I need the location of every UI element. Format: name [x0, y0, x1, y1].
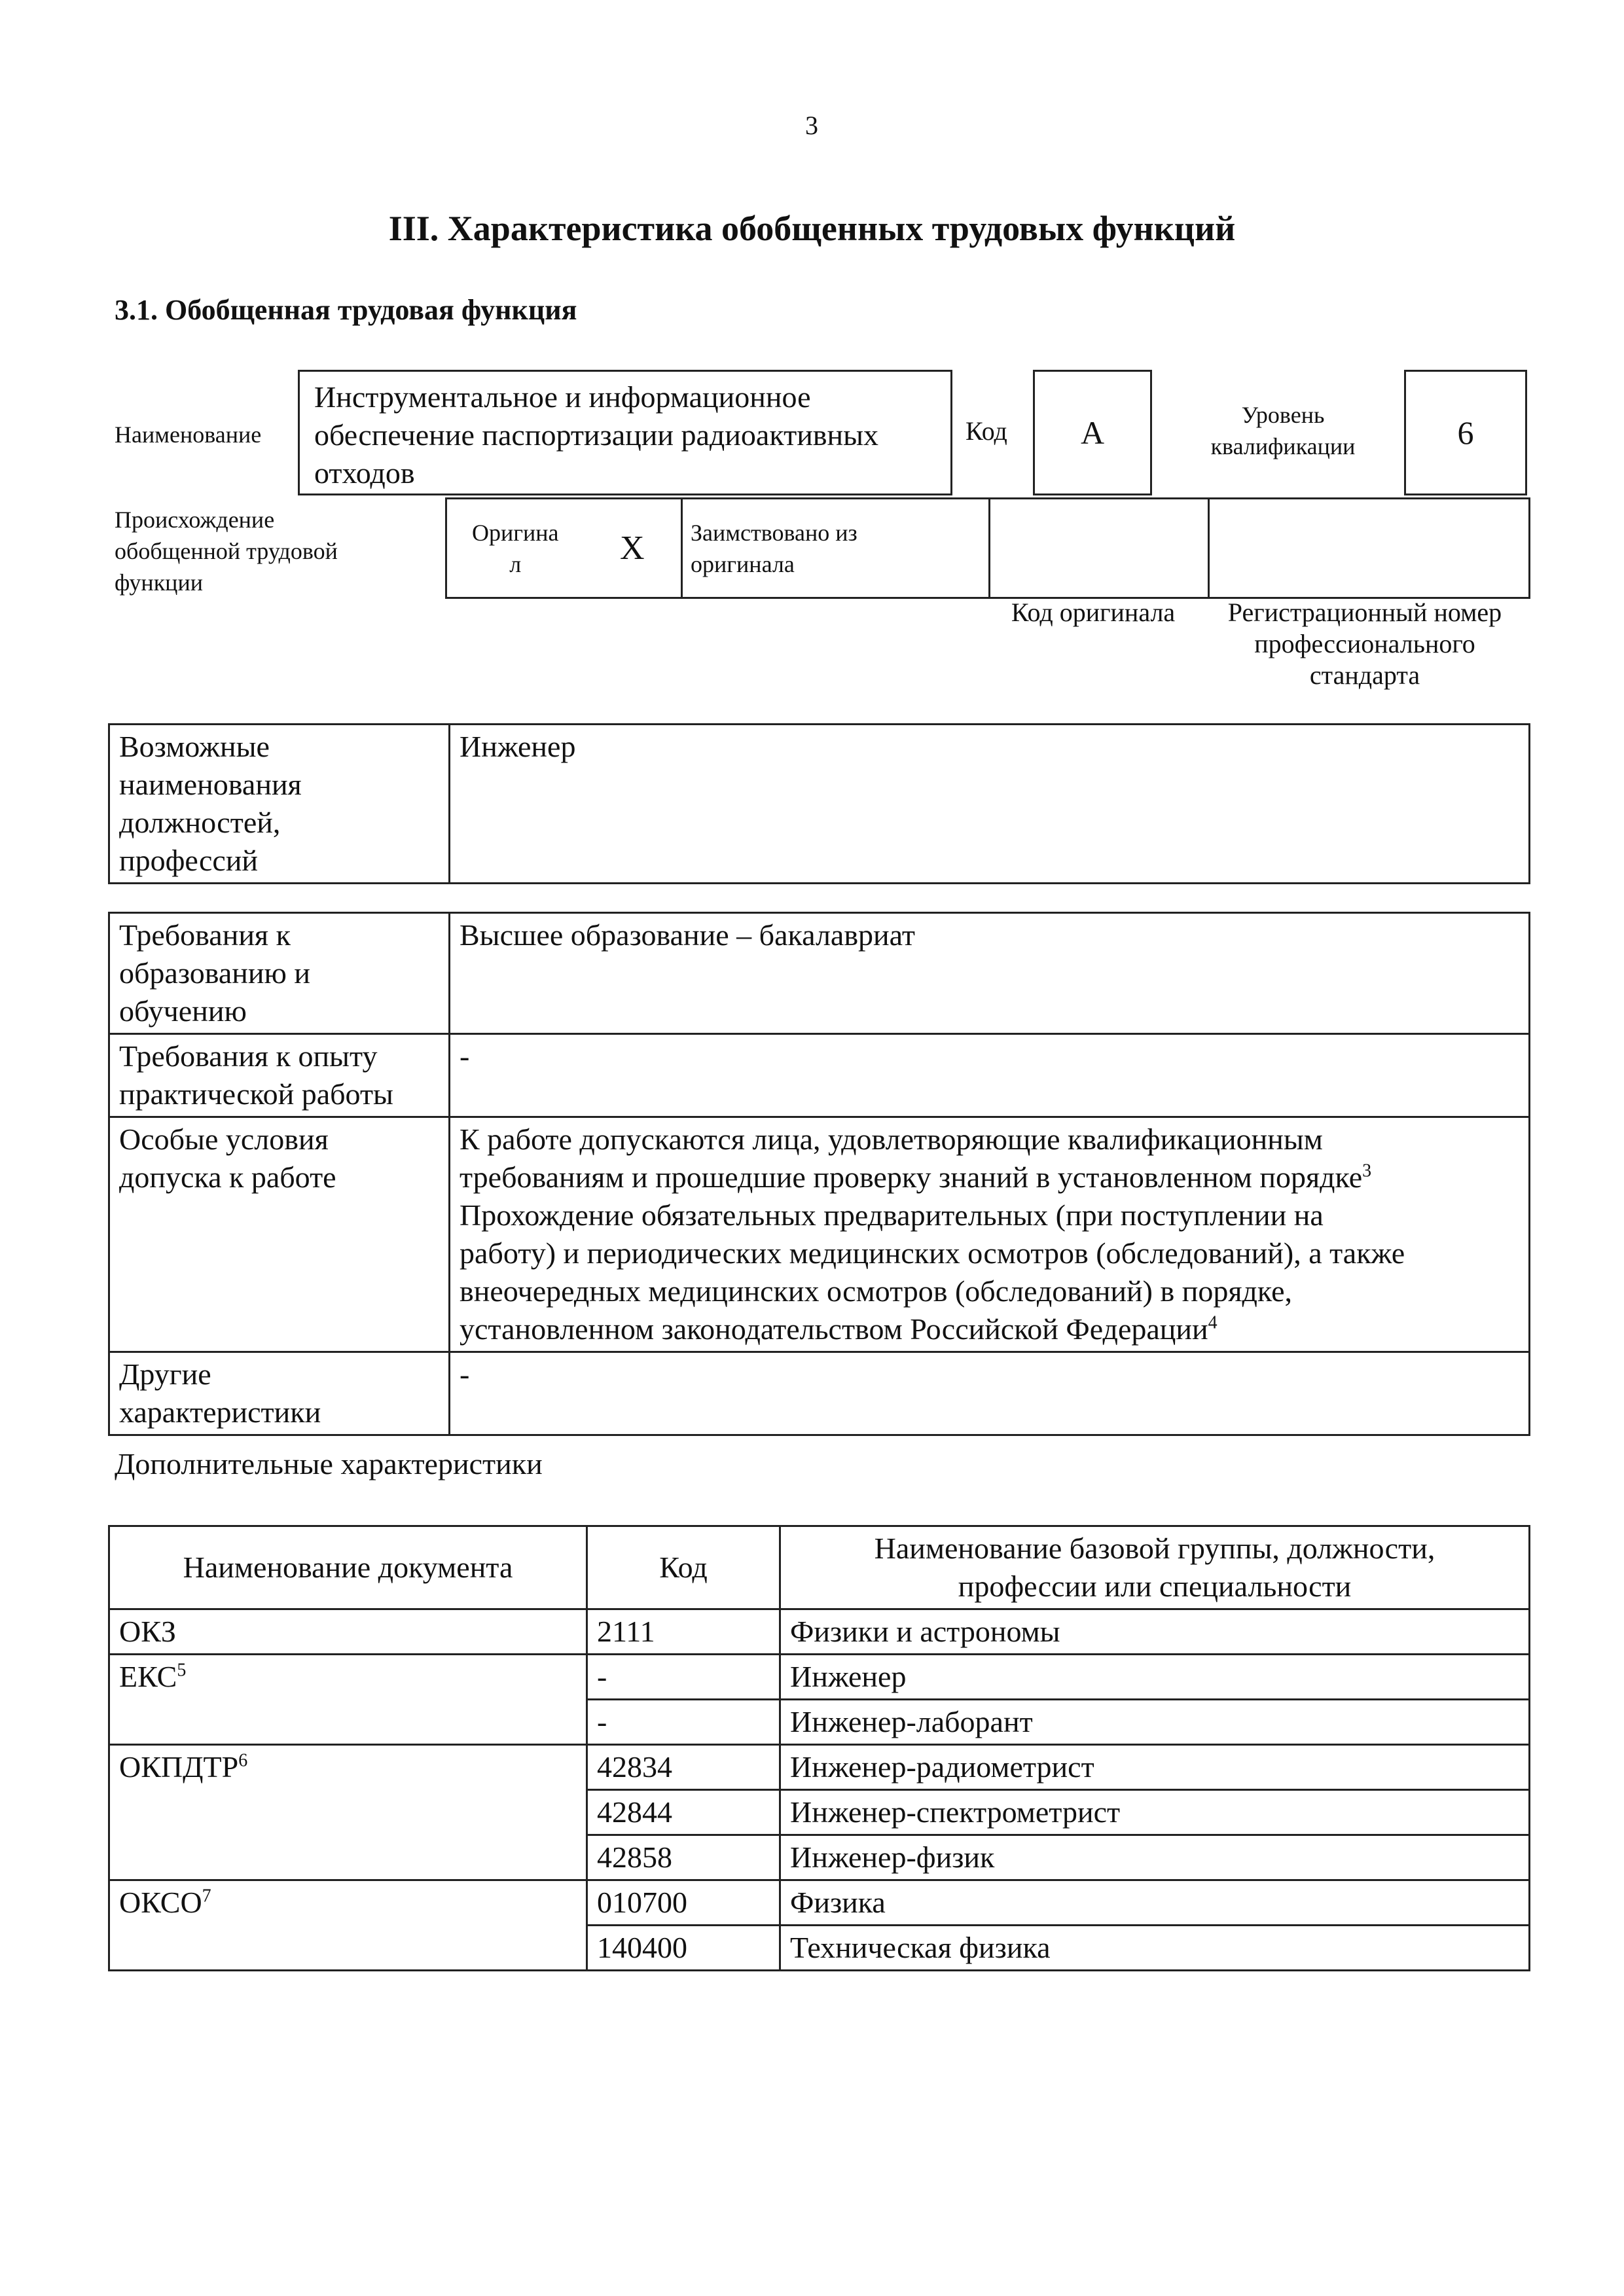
other-characteristics-label-line-2: характеристики	[119, 1395, 321, 1429]
row-name: Инженер-радиометрист	[780, 1745, 1530, 1790]
row-name: Техническая физика	[780, 1926, 1530, 1971]
origin-table	[445, 497, 1530, 599]
original-label-line-2: л	[509, 550, 522, 577]
education-value: Высшее образование – бакалавриат	[450, 913, 1530, 1034]
origin-label-line-1: Происхождение	[115, 507, 275, 533]
table-row	[109, 1655, 1530, 1700]
origin-label-line-3: функции	[115, 569, 203, 596]
footnote-ref-7: 7	[202, 1886, 211, 1907]
education-label-line-1: Требования к	[119, 918, 291, 952]
special-conditions-label	[109, 1117, 450, 1352]
borrowed-cell	[682, 499, 990, 598]
table-row	[109, 1609, 1530, 1655]
footnote-ref-6: 6	[238, 1750, 248, 1771]
table-row	[109, 1790, 1530, 1835]
registration-number-caption	[1204, 597, 1525, 691]
document-okpdtr	[109, 1745, 587, 1790]
row-code: 140400	[587, 1926, 780, 1971]
document-okso-text: ОКСО	[119, 1886, 202, 1919]
original-code-caption: Код оригинала	[1011, 598, 1176, 627]
special-conditions-value	[450, 1117, 1530, 1352]
table-row	[109, 1880, 1530, 1926]
page-number: 3	[805, 111, 818, 140]
special-conditions-line-2-text: требованиям и прошедшие проверку знаний в установленном порядке	[460, 1160, 1363, 1194]
table-row	[109, 1700, 1530, 1745]
row-name: Инженер-спектрометрист	[780, 1790, 1530, 1835]
additional-characteristics-table	[108, 1525, 1530, 1971]
positions-label-line-1: Возможные	[119, 730, 270, 763]
experience-row	[109, 1034, 1530, 1117]
special-conditions-line-3: Прохождение обязательных предварительных (при поступлении на	[460, 1198, 1324, 1232]
special-conditions-line-2	[460, 1158, 1519, 1196]
registration-caption-line-2: профессионального	[1254, 629, 1475, 658]
document-okso	[109, 1880, 587, 1926]
row-name: Инженер-физик	[780, 1835, 1530, 1880]
function-name-box: Инструментальное и информационное обеспечение паспортизации радиоактивных отходов	[298, 370, 952, 495]
row-code: 2111	[587, 1609, 780, 1655]
footnote-ref-5: 5	[177, 1660, 187, 1681]
special-conditions-line-6	[460, 1310, 1519, 1348]
row-code: 42844	[587, 1790, 780, 1835]
other-characteristics-value: -	[450, 1352, 1530, 1435]
row-code: 010700	[587, 1880, 780, 1926]
document-okz: ОКЗ	[109, 1609, 587, 1655]
qualification-level-label-line-1: Уровень	[1241, 402, 1325, 428]
original-label-line-1: Оригина	[471, 519, 559, 546]
special-conditions-line-5: внеочередных медицинских осмотров (обследований) в порядке,	[460, 1274, 1293, 1308]
document-okpdtr-continuation	[109, 1835, 587, 1880]
row-name: Физики и астрономы	[780, 1609, 1530, 1655]
qualification-level-value-box: 6	[1404, 370, 1527, 495]
document-okpdtr-text: ОКПДТР	[119, 1750, 239, 1784]
other-characteristics-label	[109, 1352, 450, 1435]
origin-label	[115, 504, 338, 598]
origin-label-line-2: обобщенной трудовой	[115, 538, 338, 564]
qualification-level-label-line-2: квалификации	[1210, 433, 1356, 459]
other-characteristics-row	[109, 1352, 1530, 1435]
borrowed-label-line-2: оригинала	[691, 550, 795, 577]
row-code: 42834	[587, 1745, 780, 1790]
row-code: -	[587, 1655, 780, 1700]
code-value-box: А	[1033, 370, 1152, 495]
table-row	[109, 1835, 1530, 1880]
row-name: Инженер	[780, 1655, 1530, 1700]
other-characteristics-label-line-1: Другие	[119, 1357, 211, 1391]
table-row	[109, 1745, 1530, 1790]
positions-value: Инженер	[450, 725, 1530, 884]
special-conditions-label-line-2: допуска к работе	[119, 1160, 336, 1194]
positions-table	[108, 723, 1530, 884]
document-okpdtr-continuation	[109, 1790, 587, 1835]
column-header-code: Код	[587, 1526, 780, 1609]
column-header-document: Наименование документа	[109, 1526, 587, 1609]
document-eks-text: ЕКС	[119, 1660, 177, 1693]
original-mark: X	[584, 499, 682, 598]
registration-caption-line-3: стандарта	[1309, 660, 1420, 690]
table-header-row	[109, 1526, 1530, 1609]
document-eks-continuation	[109, 1700, 587, 1745]
special-conditions-row	[109, 1117, 1530, 1352]
original-cell	[446, 499, 584, 598]
experience-value: -	[450, 1034, 1530, 1117]
row-name: Физика	[780, 1880, 1530, 1926]
subsection-title: 3.1. Обобщенная трудовая функция	[115, 294, 577, 326]
row-name: Инженер-лаборант	[780, 1700, 1530, 1745]
positions-label-line-4: профессий	[119, 844, 259, 877]
positions-label-line-3: должностей,	[119, 806, 281, 839]
special-conditions-line-6-text: установленном законодательством Российской Федерации	[460, 1312, 1208, 1346]
requirements-table	[108, 912, 1530, 1436]
row-code: -	[587, 1700, 780, 1745]
positions-label	[109, 725, 450, 884]
qualification-level-label	[1178, 399, 1388, 462]
footnote-ref-3: 3	[1362, 1160, 1372, 1181]
footnote-ref-4: 4	[1208, 1312, 1218, 1333]
column-header-name-line-2: профессии или специальности	[958, 1570, 1352, 1603]
experience-label	[109, 1034, 450, 1117]
positions-label-line-2: наименования	[119, 768, 302, 801]
education-row	[109, 913, 1530, 1034]
table-row	[109, 1926, 1530, 1971]
document-okso-continuation	[109, 1926, 587, 1971]
document-eks	[109, 1655, 587, 1700]
column-header-name-line-1: Наименование базовой группы, должности,	[874, 1532, 1435, 1565]
education-label-line-2: образованию и	[119, 956, 310, 990]
row-code: 42858	[587, 1835, 780, 1880]
experience-label-line-2: практической работы	[119, 1077, 393, 1111]
column-header-name	[780, 1526, 1530, 1609]
original-code-cell	[990, 499, 1209, 598]
special-conditions-label-line-1: Особые условия	[119, 1122, 329, 1156]
registration-number-cell	[1209, 499, 1530, 598]
registration-caption-line-1: Регистрационный номер	[1227, 598, 1502, 627]
special-conditions-line-4: работу) и периодических медицинских осмотров (обследований), а также	[460, 1236, 1405, 1270]
code-label: Код	[965, 416, 1007, 446]
education-label	[109, 913, 450, 1034]
borrowed-label-line-1: Заимствовано из	[691, 519, 857, 546]
section-title: III. Характеристика обобщенных трудовых функций	[388, 209, 1236, 248]
education-label-line-3: обучению	[119, 994, 247, 1028]
experience-label-line-1: Требования к опыту	[119, 1039, 378, 1073]
name-label: Наименование	[115, 422, 262, 448]
additional-characteristics-title: Дополнительные характеристики	[115, 1447, 543, 1480]
special-conditions-line-1: К работе допускаются лица, удовлетворяющие квалификационным	[460, 1122, 1323, 1156]
